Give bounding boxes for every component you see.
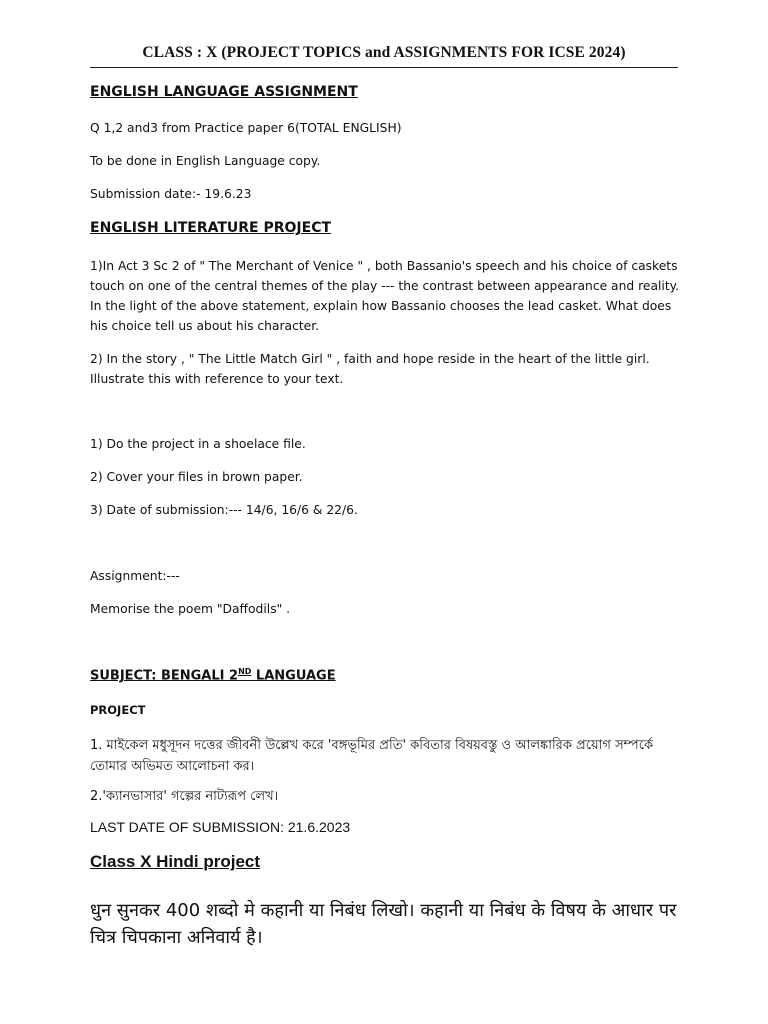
english-language-submission-date: Submission date:- 19.6.23 [90, 187, 252, 201]
english-literature-heading: ENGLISH LITERATURE PROJECT [90, 220, 332, 236]
title-underline [90, 67, 678, 68]
bengali-last-date: LAST DATE OF SUBMISSION: 21.6.2023 [90, 819, 351, 835]
bengali-subject-suffix: LANGUAGE [251, 668, 336, 684]
bengali-project-label: PROJECT [90, 703, 146, 717]
instruction-1: 1) Do the project in a shoelace file. [90, 437, 306, 451]
bengali-item-1: 1. মাইকেল মধুসূদন দত্তের জীবনী উল্লেখ করে 'বঙ্গভূমির প্রতি' কবিতার বিষয়বস্তু ও আলঙ্কারিক প্রয়োগ সম্পর্কে তোমার অভিমত আলোচনা কর। [90, 738, 654, 774]
hindi-project-text: धुन सुनकर 400 शब्दो मे कहानी या निबंध लिखो। कहानी या निबंध के विषय के आधार पर चित्र चिपकाना अनिवार्य है। [90, 900, 677, 948]
literature-question-2: 2) In the story , " The Little Match Girl " , faith and hope reside in the heart of the little girl. Illustrate this with reference to your text. [90, 352, 650, 386]
assignment-text: Memorise the poem "Daffodils" . [90, 602, 291, 616]
bengali-item-2: 2.'ক্যানভাসার' গল্পের নাট্যরূপ লেখ। [90, 789, 279, 804]
literature-question-1: 1)In Act 3 Sc 2 of " The Merchant of Venice " , both Bassanio's speech and his choice of caskets touch on one of the central themes of the play --- the contrast between appearance and reality. In the light of the above statement, explain how Bassanio chooses the lead casket. What does his choice tell us about his character. [90, 259, 680, 333]
hindi-heading: Class X Hindi project [90, 852, 261, 871]
instruction-3: 3) Date of submission:--- 14/6, 16/6 & 22/6. [90, 503, 358, 517]
assignment-label: Assignment:--- [90, 569, 180, 583]
english-language-line-1: Q 1,2 and3 from Practice paper 6(TOTAL ENGLISH) [90, 121, 402, 135]
instruction-2: 2) Cover your files in brown paper. [90, 470, 303, 484]
page-title: CLASS : X (PROJECT TOPICS and ASSIGNMENTS FOR ICSE 2024) [142, 44, 626, 61]
bengali-subject-heading [90, 667, 336, 683]
english-language-heading: ENGLISH LANGUAGE ASSIGNMENT [90, 84, 358, 100]
bengali-subject-superscript: ND [238, 667, 252, 676]
bengali-subject-prefix: SUBJECT: BENGALI 2 [90, 668, 239, 684]
english-language-line-2: To be done in English Language copy. [90, 154, 321, 168]
